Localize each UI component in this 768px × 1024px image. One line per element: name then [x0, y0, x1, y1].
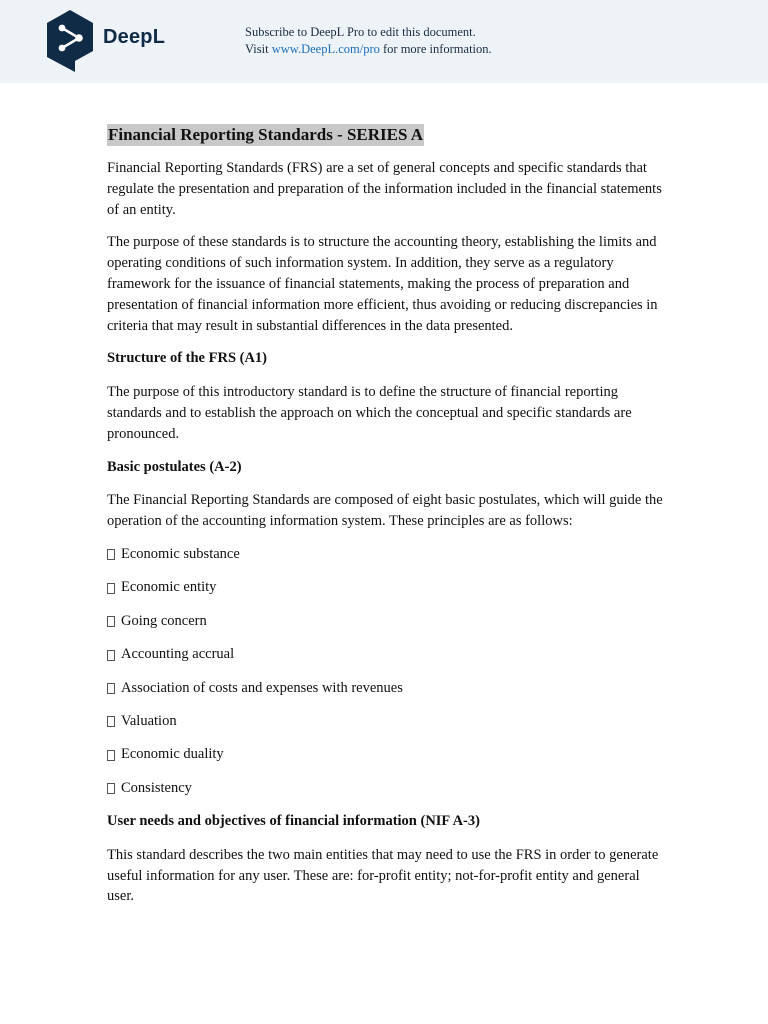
bullet-box-icon — [107, 549, 115, 560]
bullet-box-icon — [107, 783, 115, 794]
section-text-structure: The purpose of this introductory standard is to define the structure of financial reporting standards and to establish the approach on which the conceptual and specific standards are pronounced. — [107, 384, 632, 442]
list-item-label: Consistency — [121, 779, 192, 796]
deepl-brand-name: DeepL — [103, 25, 166, 48]
postulates-list — [107, 544, 667, 799]
list-item-label: Accounting accrual — [121, 646, 235, 663]
promo-visit-text: Visit — [245, 42, 272, 56]
deepl-logo[interactable] — [44, 9, 165, 73]
deepl-banner — [0, 0, 768, 83]
list-item-label: Economic duality — [121, 746, 224, 763]
bullet-box-icon — [107, 716, 115, 727]
list-item-label: Association of costs and expenses with revenues — [121, 679, 403, 696]
list-item — [107, 744, 667, 765]
section-text-postulates: The Financial Reporting Standards are composed of eight basic postulates, which will guide the operation of the accounting information system. These principles are as follows: — [107, 492, 663, 530]
promo-tail-text: for more information. — [379, 42, 492, 56]
promo-line-1: Subscribe to DeepL Pro to edit this document. — [245, 25, 476, 39]
deepl-logo-icon — [44, 9, 96, 73]
list-item-label: Economic substance — [121, 545, 240, 562]
bullet-box-icon — [107, 683, 115, 694]
list-item — [107, 577, 667, 598]
bullet-box-icon — [107, 750, 115, 761]
promo-line-2 — [245, 41, 492, 58]
document-title: Financial Reporting Standards - SERIES A — [108, 125, 424, 144]
list-item-label: Economic entity — [121, 579, 217, 596]
intro-paragraph-2: The purpose of these standards is to structure the accounting theory, establishing the limits and operating conditions of such information system. In addition, they serve as a regulatory framework for the issuance of financial statements, making the process of preparation and presentation of financial information more efficient, thus avoiding or reducing discrepancies in criteria that may result in substantial differences in the data presented. — [107, 234, 658, 334]
list-item-label: Valuation — [121, 712, 177, 729]
bullet-box-icon — [107, 616, 115, 627]
section-heading-structure: Structure of the FRS (A1) — [107, 350, 268, 367]
intro-paragraph-1: Financial Reporting Standards (FRS) are a set of general concepts and specific standards that regulate the presentation and preparation of the information included in the financial statements of an entity. — [107, 160, 662, 218]
section-heading-user-needs: User needs and objectives of financial information (NIF A-3) — [107, 813, 480, 830]
list-item — [107, 678, 667, 699]
list-item — [107, 544, 667, 565]
bullet-box-icon — [107, 650, 115, 661]
document-body — [107, 124, 667, 919]
section-heading-postulates: Basic postulates (A-2) — [107, 458, 242, 475]
list-item — [107, 778, 667, 799]
promo-message — [245, 24, 492, 58]
deepl-pro-link[interactable]: www.DeepL.com/pro — [271, 42, 380, 56]
list-item — [107, 611, 667, 632]
section-text-user-needs: This standard describes the two main entities that may need to use the FRS in order to generate useful information for any user. These are: for-profit entity; not-for-profit entity and general user. — [107, 846, 659, 905]
list-item — [107, 711, 667, 732]
list-item-label: Going concern — [121, 612, 207, 629]
bullet-box-icon — [107, 583, 115, 594]
list-item — [107, 644, 667, 665]
